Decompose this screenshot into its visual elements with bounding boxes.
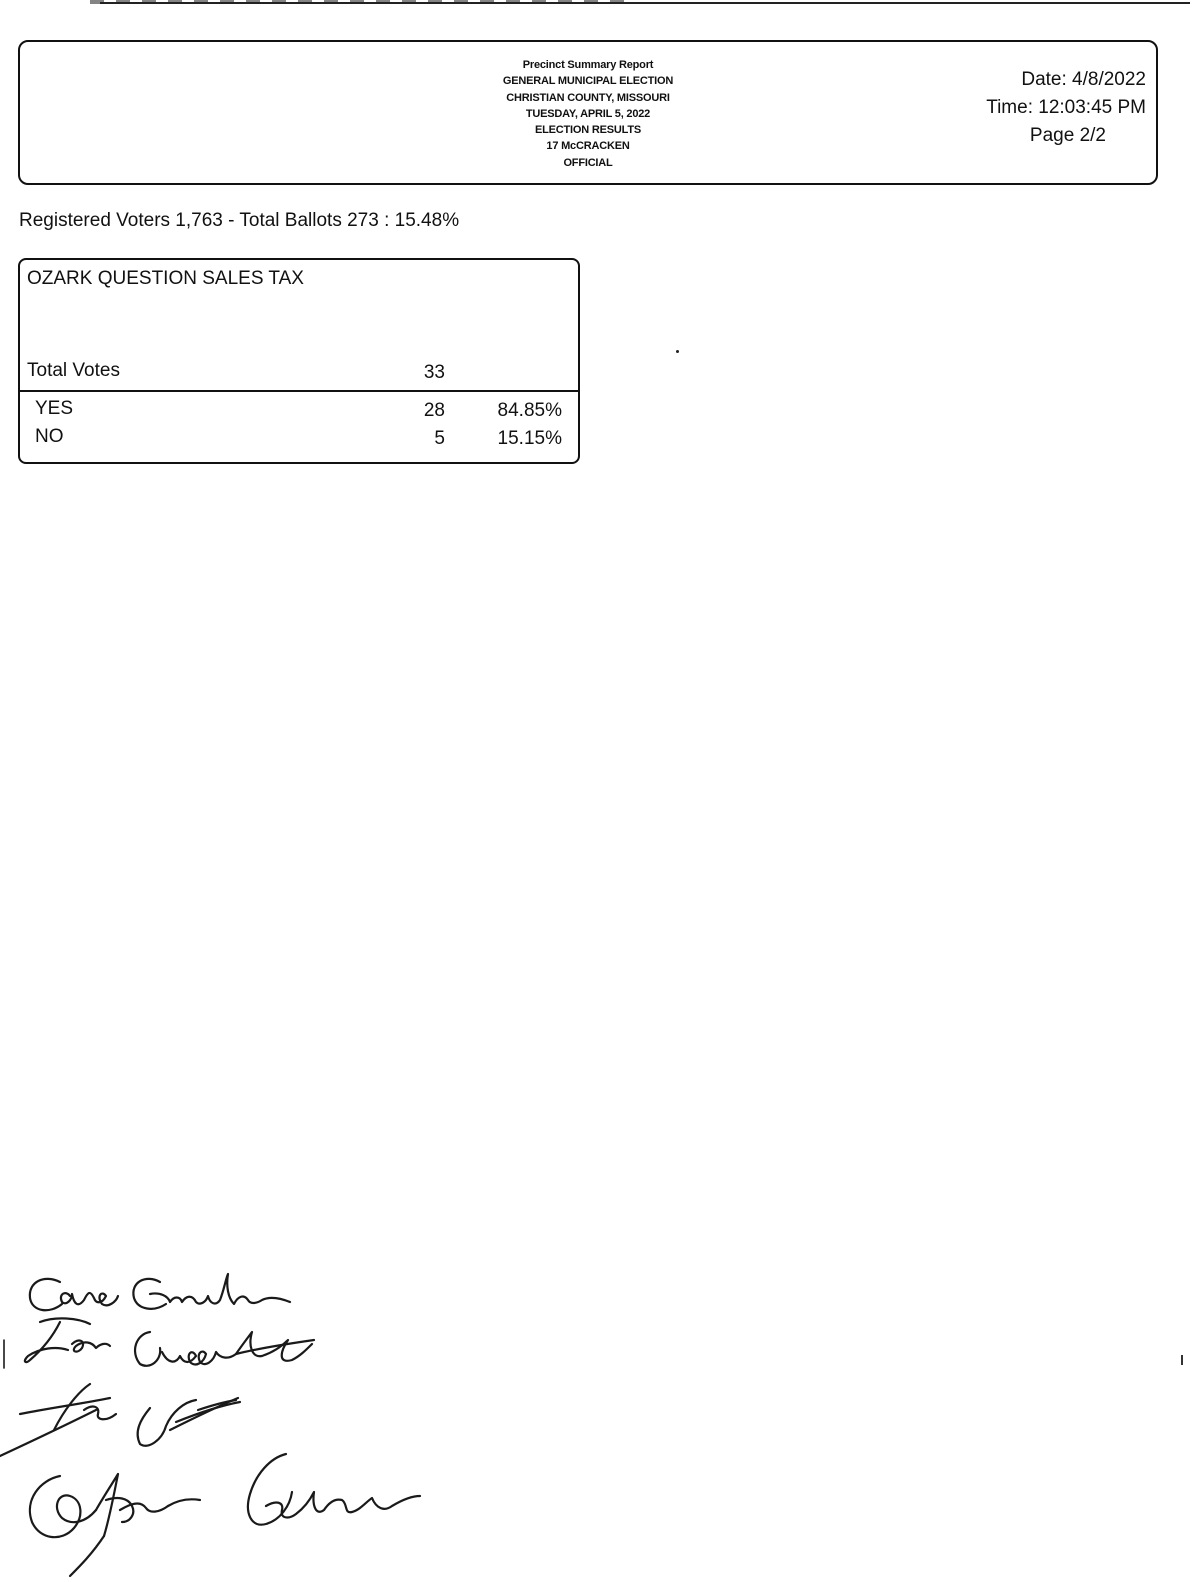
- choice-votes: 28: [423, 400, 445, 421]
- official-label: OFFICIAL: [563, 156, 613, 169]
- choice-percent: 84.85%: [497, 400, 562, 421]
- total-votes-label: Total Votes: [27, 360, 120, 381]
- choice-name: YES: [35, 398, 74, 419]
- report-meta: [986, 66, 1146, 150]
- scan-artifact-tick: [1181, 1355, 1183, 1365]
- choice-row-no: [20, 426, 578, 454]
- contest-title: OZARK QUESTION SALES TAX: [27, 268, 304, 289]
- handwritten-signatures: [0, 1260, 460, 1582]
- choice-name: NO: [35, 426, 64, 447]
- scan-speck: [676, 350, 679, 353]
- turnout-summary: Registered Voters 1,763 - Total Ballots 273 : 15.48%: [19, 210, 460, 231]
- contest-results-box: [18, 258, 580, 464]
- results-label: ELECTION RESULTS: [535, 124, 641, 137]
- election-name: GENERAL MUNICIPAL ELECTION: [502, 75, 674, 88]
- total-votes-value: 33: [423, 362, 445, 383]
- choice-votes: 5: [434, 428, 445, 449]
- choice-row-yes: [20, 398, 578, 426]
- county-name: CHRISTIAN COUNTY, MISSOURI: [506, 91, 670, 104]
- precinct-name: 17 McCRACKEN: [546, 140, 630, 153]
- scan-artifact-line: [100, 2, 1190, 4]
- contest-divider: [20, 390, 578, 392]
- report-date: Date: 4/8/2022: [1021, 69, 1146, 90]
- page-number: Page 2/2: [1029, 125, 1106, 146]
- choice-percent: 15.15%: [497, 428, 562, 449]
- report-title: Precinct Summary Report: [522, 59, 654, 71]
- report-time: Time: 12:03:45 PM: [986, 97, 1146, 118]
- election-date: TUESDAY, APRIL 5, 2022: [525, 107, 651, 120]
- report-header: [18, 40, 1158, 185]
